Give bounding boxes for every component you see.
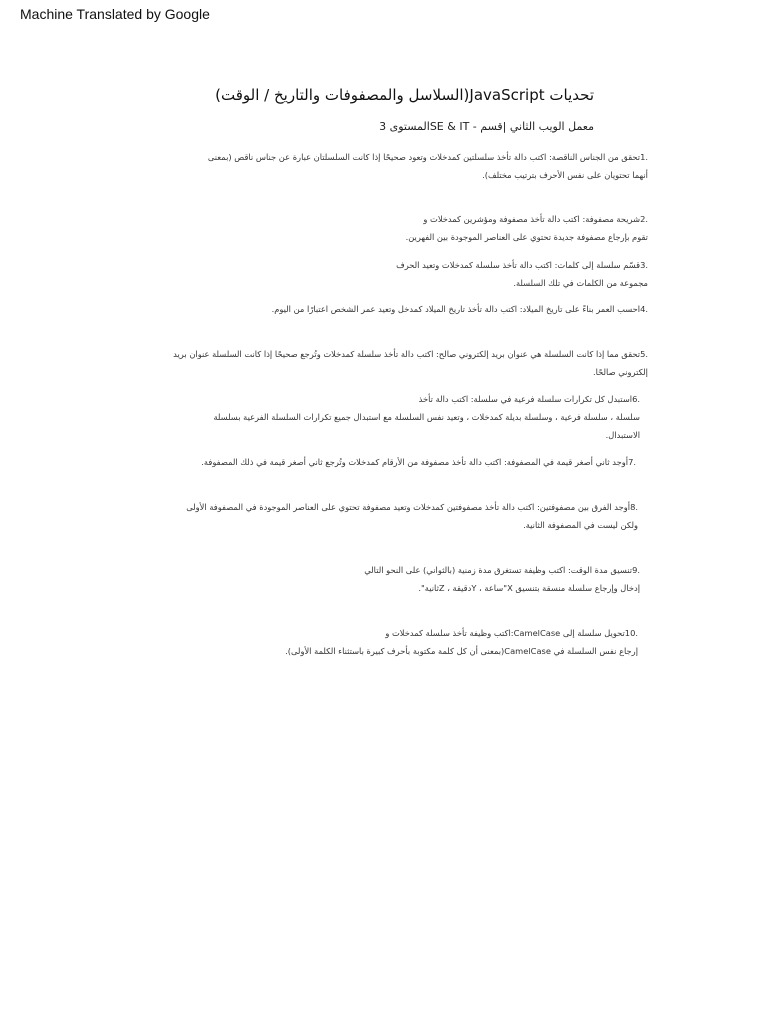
item-line: تقوم بإرجاع مصفوفة جديدة تحتوي على العناصر الموجودة بين الفهرين. [405, 232, 648, 242]
list-item [272, 300, 648, 318]
item-line: أنهما تحتويان على نفس الأحرف بترتيب مختلف). [482, 170, 648, 180]
page-subtitle: معمل الويب الثاني |قسم - SE & ITالمستوى 3 [379, 120, 594, 133]
item-line: الاستبدال. [605, 430, 640, 440]
item-line: .7أوجد ثاني أصغر قيمة في المصفوفة: اكتب دالة تأخذ مصفوفة من الأرقام كمدخلات وتُرجع ثاني أصغر قيمة في ذلك المصفوفة. [201, 457, 636, 467]
list-item [173, 345, 648, 381]
item-line: .4احسب العمر بناءً على تاريخ الميلاد: اكتب دالة تأخذ تاريخ الميلاد كمدخل وتعيد عمر الشخص اعتبارًا من اليوم. [271, 304, 648, 314]
list-item [285, 624, 638, 660]
item-line: .8أوجد الفرق بين مصفوفتين: اكتب دالة تأخذ مصفوفتين كمدخلات وتعيد مصفوفة تحتوي على العناصر الموجودة في المصفوفة الأولى [186, 502, 638, 512]
item-line: إرجاع نفس السلسلة في CamelCase(بمعنى أن كل كلمة مكتوبة بأحرف كبيرة باستثناء الكلمة الأولى). [285, 646, 638, 656]
item-line: .3قسّم سلسلة إلى كلمات: اكتب دالة تأخذ سلسلة كمدخلات وتعيد الحرف [396, 260, 648, 270]
item-line: .5تحقق مما إذا كانت السلسلة هي عنوان بريد إلكتروني صالح: اكتب دالة تأخذ سلسلة كمدخلات وتُرجع صحيحًا إذا كانت السلسلة عنوان بريد [173, 349, 648, 359]
list-item [213, 390, 640, 444]
list-item [201, 453, 636, 471]
item-line: ولكن ليست في المصفوفة الثانية. [523, 520, 638, 530]
item-line: .1تحقق من الجناس الناقصة: اكتب دالة تأخذ سلسلتين كمدخلات وتعود صحيحًا إذا كانت السلسلتان عبارة عن جناس ناقص (بمعنى [207, 152, 648, 162]
item-line: .9تنسيق مدة الوقت: اكتب وظيفة تستغرق مدة زمنية (بالثواني) على النحو التالي [364, 565, 640, 575]
item-line: مجموعة من الكلمات في تلك السلسلة. [513, 278, 648, 288]
list-item [396, 256, 648, 292]
page-title: تحديات JavaScript(السلاسل والمصفوفات والتاريخ / الوقت) [215, 86, 594, 104]
list-item [406, 210, 648, 246]
list-item [364, 561, 640, 597]
list-item [208, 148, 648, 184]
list-item [186, 498, 638, 534]
item-line: .6استبدل كل تكرارات سلسلة فرعية في سلسلة: اكتب دالة تأخذ [418, 394, 640, 404]
machine-translation-banner: Machine Translated by Google [20, 6, 210, 22]
item-line: .10تحويل سلسلة إلى CamelCase:اكتب وظيفة تأخذ سلسلة كمدخلات و [385, 628, 638, 638]
item-line: سلسلة ، سلسلة فرعية ، وسلسلة بديلة كمدخلات ، وتعيد نفس السلسلة مع استبدال جميع تكرارات السلسلة الفرعية بسلسلة [213, 412, 640, 422]
item-line: .2شريحة مصفوفة: اكتب دالة تأخذ مصفوفة ومؤشرين كمدخلات و [423, 214, 648, 224]
item-line: إلكتروني صالحًا. [593, 367, 648, 377]
item-line: إدخال وإرجاع سلسلة منسقة بتنسيق X"ساعة ، Yدقيقة ، Zثانية". [418, 583, 640, 593]
